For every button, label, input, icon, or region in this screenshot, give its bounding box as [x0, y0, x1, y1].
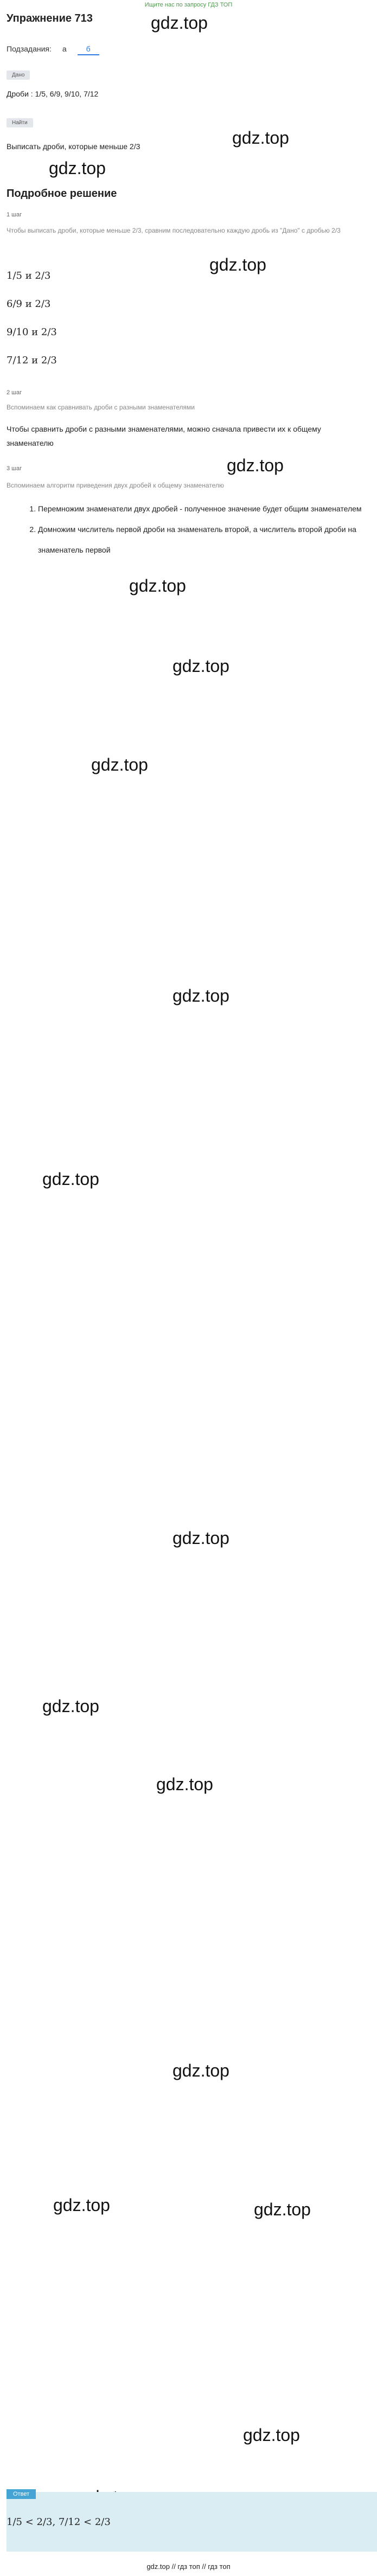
- find-text: Выписать дроби, которые меньше 2/3: [7, 142, 140, 151]
- algorithm-item: 2. Домножим числитель первой дроби на знаменатель второй, а числитель второй дроби на знаменатель первой: [38, 519, 377, 560]
- watermark: gdz.top: [172, 1528, 229, 1548]
- step-2-label: 2 шаг: [7, 389, 22, 396]
- watermark: gdz.top: [254, 2200, 311, 2219]
- pair-3: 9/10 и 2/3: [7, 326, 57, 338]
- step-2-note: Вспоминаем как сравнивать дроби с разными знаменателями: [7, 403, 195, 411]
- subtasks-label: Подзадания:: [7, 44, 52, 53]
- step-2-text: Чтобы сравнить дроби с разными знаменателями, можно сначала привести их к общему знаменателю: [7, 425, 321, 447]
- watermark: gdz.top: [172, 2061, 229, 2080]
- given-chip: Дано: [7, 71, 30, 80]
- footer-links[interactable]: gdz.top // гдз топ // гдз топ: [146, 2562, 231, 2571]
- watermark: gdz.top: [42, 1169, 99, 1189]
- watermark: gdz.top: [156, 1774, 213, 1794]
- subtask-b[interactable]: б: [78, 43, 99, 55]
- watermark: gdz.top: [53, 2195, 110, 2215]
- step-3-label: 3 шаг: [7, 465, 22, 472]
- pair-1: 1/5 и 2/3: [7, 270, 51, 281]
- watermark: gdz.top: [243, 2425, 300, 2445]
- algorithm-list: [16, 498, 377, 560]
- step-1-note: Чтобы выписать дроби, которые меньше 2/3, сравним последовательно каждую дробь из "Дано" с дробью 2/3: [7, 227, 341, 234]
- watermark: gdz.top: [151, 13, 208, 33]
- watermark: gdz.top: [49, 158, 106, 178]
- find-chip: Найти: [7, 118, 33, 127]
- step-3-note: Вспоминаем алгоритм приведения двух дробей к общему знаменателю: [7, 482, 224, 489]
- watermark: gdz.top: [42, 1696, 99, 1716]
- solution-title: Подробное решение: [7, 188, 117, 200]
- watermark: gdz.top: [209, 255, 266, 274]
- watermark: gdz.top: [172, 656, 229, 676]
- given-text: Дроби : 1/5, 6/9, 9/10, 7/12: [7, 89, 99, 98]
- watermark: gdz.top: [91, 755, 148, 774]
- watermark: gdz.top: [232, 128, 289, 148]
- algorithm-item: 1. Перемножим знаменатели двух дробей - полученное значение будет общим знаменателем: [38, 498, 377, 519]
- subtask-a[interactable]: а: [62, 44, 67, 53]
- answer-text: 1/5 < 2/3, 7/12 < 2/3: [7, 2516, 111, 2528]
- top-search-link[interactable]: Ищите нас по запросу ГДЗ ТОП: [144, 2, 233, 8]
- watermark: gdz.top: [172, 986, 229, 1005]
- watermark: gdz.top: [227, 456, 284, 475]
- watermark: gdz.top: [129, 576, 186, 595]
- pair-2: 6/9 и 2/3: [7, 298, 51, 310]
- subtasks: [7, 43, 99, 55]
- answer-label: Ответ: [7, 2489, 36, 2499]
- pair-4: 7/12 и 2/3: [7, 355, 57, 366]
- page-title: Упражнение 713: [7, 12, 93, 24]
- step-1-label: 1 шаг: [7, 212, 22, 218]
